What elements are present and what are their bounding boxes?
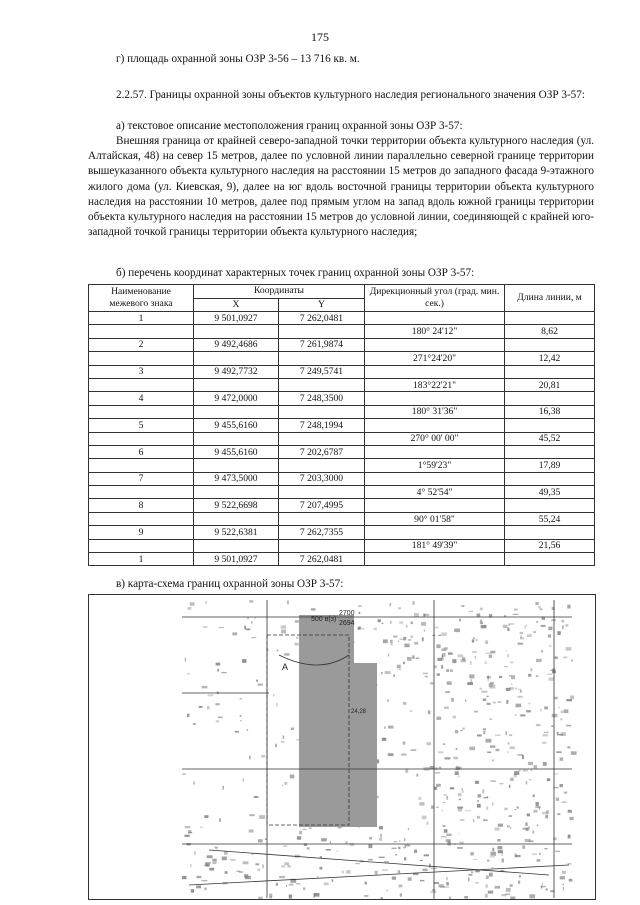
item-v: в) карта-схема границ охранной зоны ОЗР 3-57:	[116, 578, 344, 590]
table-row	[89, 472, 595, 485]
map-scheme	[88, 594, 596, 900]
segment-angle: 181° 49'39"	[365, 539, 505, 552]
map-scale-note-3: 2694	[339, 620, 355, 627]
point-name: 1	[89, 553, 194, 566]
segment-empty-cell	[194, 486, 279, 499]
segment-empty-cell	[279, 432, 365, 445]
header-x: X	[194, 298, 279, 312]
segment-length: 12,42	[505, 352, 595, 365]
segment-angle: 90° 01'58"	[365, 512, 505, 525]
item-a: а) текстовое описание местоположения границ охранной зоны ОЗР 3-57:	[116, 120, 463, 132]
segment-length: 8,62	[505, 325, 595, 338]
segment-empty-cell	[279, 405, 365, 418]
segment-length: 45,52	[505, 432, 595, 445]
point-x: 9 473,5000	[194, 472, 279, 485]
table-segment-row	[89, 405, 595, 418]
point-name: 2	[89, 338, 194, 351]
segment-length: 16,38	[505, 405, 595, 418]
segment-length-empty	[505, 419, 595, 432]
table-row	[89, 419, 595, 432]
table-row	[89, 553, 595, 566]
point-y: 7 262,0481	[279, 553, 365, 566]
table-segment-row	[89, 432, 595, 445]
table-row	[89, 526, 595, 539]
segment-angle-empty	[365, 472, 505, 485]
table-segment-row	[89, 378, 595, 391]
segment-empty-cell	[194, 432, 279, 445]
point-x: 9 501,0927	[194, 312, 279, 325]
segment-empty-cell	[89, 432, 194, 445]
table-segment-row	[89, 352, 595, 365]
segment-angle: 180° 24'12"	[365, 325, 505, 338]
segment-empty-cell	[89, 486, 194, 499]
description: Внешняя граница от крайней северо-западной точки территории объекта культурного наследия (ул. Алтайская, 48) на север 15 метров, далее по условной линии параллельно северной границе территории вышеуказанного объекта культурного наследия на расстоянии 15 метров до западного фасада 9-этажного жилого дома (ул. Киевская, 9), далее на юг вдоль восточной границы территории объекта культурного наследия на расстоянии 10 метров, далее под прямым углом на запад вдоль южной границы территории объекта культурного наследия на расстоянии 15 метров до условной линии, соединяющей с крайней юго-западной точкой границы территории объекта культурного наследия;	[88, 135, 594, 239]
segment-angle-empty	[365, 445, 505, 458]
segment-angle-empty	[365, 553, 505, 566]
table-segment-row	[89, 325, 595, 338]
segment-empty-cell	[89, 539, 194, 552]
point-y: 7 262,7355	[279, 526, 365, 539]
segment-empty-cell	[194, 459, 279, 472]
point-x: 9 455,6160	[194, 445, 279, 458]
segment-angle-empty	[365, 312, 505, 325]
segment-empty-cell	[89, 512, 194, 525]
point-y: 7 202,6787	[279, 445, 365, 458]
segment-empty-cell	[279, 539, 365, 552]
segment-angle: 270° 00' 00"	[365, 432, 505, 445]
segment-angle: 271°24'20"	[365, 352, 505, 365]
segment-length-empty	[505, 392, 595, 405]
map-scale-note-2: 2700	[339, 610, 355, 617]
segment-angle-empty	[365, 526, 505, 539]
segment-empty-cell	[194, 512, 279, 525]
point-x: 9 472,0000	[194, 392, 279, 405]
segment-length-empty	[505, 338, 595, 351]
point-name: 3	[89, 365, 194, 378]
section-heading: 2.2.57. Границы охранной зоны объектов культурного наследия регионального значения ОЗР 3-57:	[116, 89, 585, 101]
point-name: 5	[89, 419, 194, 432]
point-x: 9 501,0927	[194, 553, 279, 566]
segment-empty-cell	[89, 459, 194, 472]
point-y: 7 261,9874	[279, 338, 365, 351]
point-y: 7 207,4995	[279, 499, 365, 512]
segment-angle-empty	[365, 365, 505, 378]
segment-length-empty	[505, 365, 595, 378]
segment-length: 17,89	[505, 459, 595, 472]
header-name: Наименование межевого знака	[89, 285, 194, 312]
segment-empty-cell	[194, 352, 279, 365]
segment-length: 20,81	[505, 378, 595, 391]
segment-angle: 180° 31'36"	[365, 405, 505, 418]
segment-empty-cell	[194, 378, 279, 391]
segment-angle-empty	[365, 419, 505, 432]
table-segment-row	[89, 459, 595, 472]
segment-length-empty	[505, 526, 595, 539]
point-x: 9 492,7732	[194, 365, 279, 378]
segment-empty-cell	[89, 352, 194, 365]
point-name: 9	[89, 526, 194, 539]
item-g: г) площадь охранной зоны ОЗР 3-56 – 13 716 кв. м.	[116, 53, 360, 65]
segment-length-empty	[505, 312, 595, 325]
point-name: 7	[89, 472, 194, 485]
segment-length: 49,35	[505, 486, 595, 499]
segment-empty-cell	[279, 486, 365, 499]
segment-length-empty	[505, 553, 595, 566]
segment-angle-empty	[365, 392, 505, 405]
point-x: 9 522,6698	[194, 499, 279, 512]
point-name: 1	[89, 312, 194, 325]
segment-length-empty	[505, 445, 595, 458]
table-header-row	[89, 285, 595, 299]
point-name: 6	[89, 445, 194, 458]
segment-length-empty	[505, 472, 595, 485]
point-y: 7 262,0481	[279, 312, 365, 325]
table-row	[89, 365, 595, 378]
point-y: 7 249,5741	[279, 365, 365, 378]
point-y: 7 203,3000	[279, 472, 365, 485]
segment-angle-empty	[365, 338, 505, 351]
table-row	[89, 499, 595, 512]
segment-empty-cell	[89, 378, 194, 391]
table-segment-row	[89, 539, 595, 552]
segment-empty-cell	[279, 512, 365, 525]
table-row	[89, 312, 595, 325]
page-number: 175	[311, 30, 329, 44]
segment-length: 55,24	[505, 512, 595, 525]
item-b: б) перечень координат характерных точек границ охранной зоны ОЗР 3-57:	[116, 267, 475, 279]
table-body	[89, 312, 595, 566]
point-x: 9 492,4686	[194, 338, 279, 351]
segment-length-empty	[505, 499, 595, 512]
header-y: Y	[279, 298, 365, 312]
segment-empty-cell	[194, 325, 279, 338]
point-name: 4	[89, 392, 194, 405]
segment-empty-cell	[89, 405, 194, 418]
map-height-label: 24,28	[351, 709, 367, 715]
segment-empty-cell	[279, 459, 365, 472]
map-image	[89, 595, 595, 899]
segment-empty-cell	[279, 352, 365, 365]
point-y: 7 248,3500	[279, 392, 365, 405]
segment-angle: 183°22'21"	[365, 378, 505, 391]
table-row	[89, 338, 595, 351]
segment-empty-cell	[89, 325, 194, 338]
point-y: 7 248,1994	[279, 419, 365, 432]
segment-length: 21,56	[505, 539, 595, 552]
table-row	[89, 445, 595, 458]
segment-empty-cell	[279, 325, 365, 338]
segment-empty-cell	[279, 378, 365, 391]
point-name: 8	[89, 499, 194, 512]
header-length: Длина линии, м	[505, 285, 595, 312]
segment-angle: 4° 52'54"	[365, 486, 505, 499]
map-scale-note-1: 500 в(з)	[311, 616, 337, 623]
point-x: 9 522,6381	[194, 526, 279, 539]
point-x: 9 455,6160	[194, 419, 279, 432]
header-coordinates: Координаты	[194, 285, 365, 299]
table-segment-row	[89, 486, 595, 499]
coordinates-table	[88, 284, 595, 566]
map-building-label: А	[282, 662, 289, 672]
segment-angle-empty	[365, 499, 505, 512]
segment-empty-cell	[194, 539, 279, 552]
segment-empty-cell	[194, 405, 279, 418]
segment-angle: 1°59'23"	[365, 459, 505, 472]
table-row	[89, 392, 595, 405]
table-segment-row	[89, 512, 595, 525]
header-angle: Дирекционный угол (град. мин. сек.)	[365, 285, 505, 312]
